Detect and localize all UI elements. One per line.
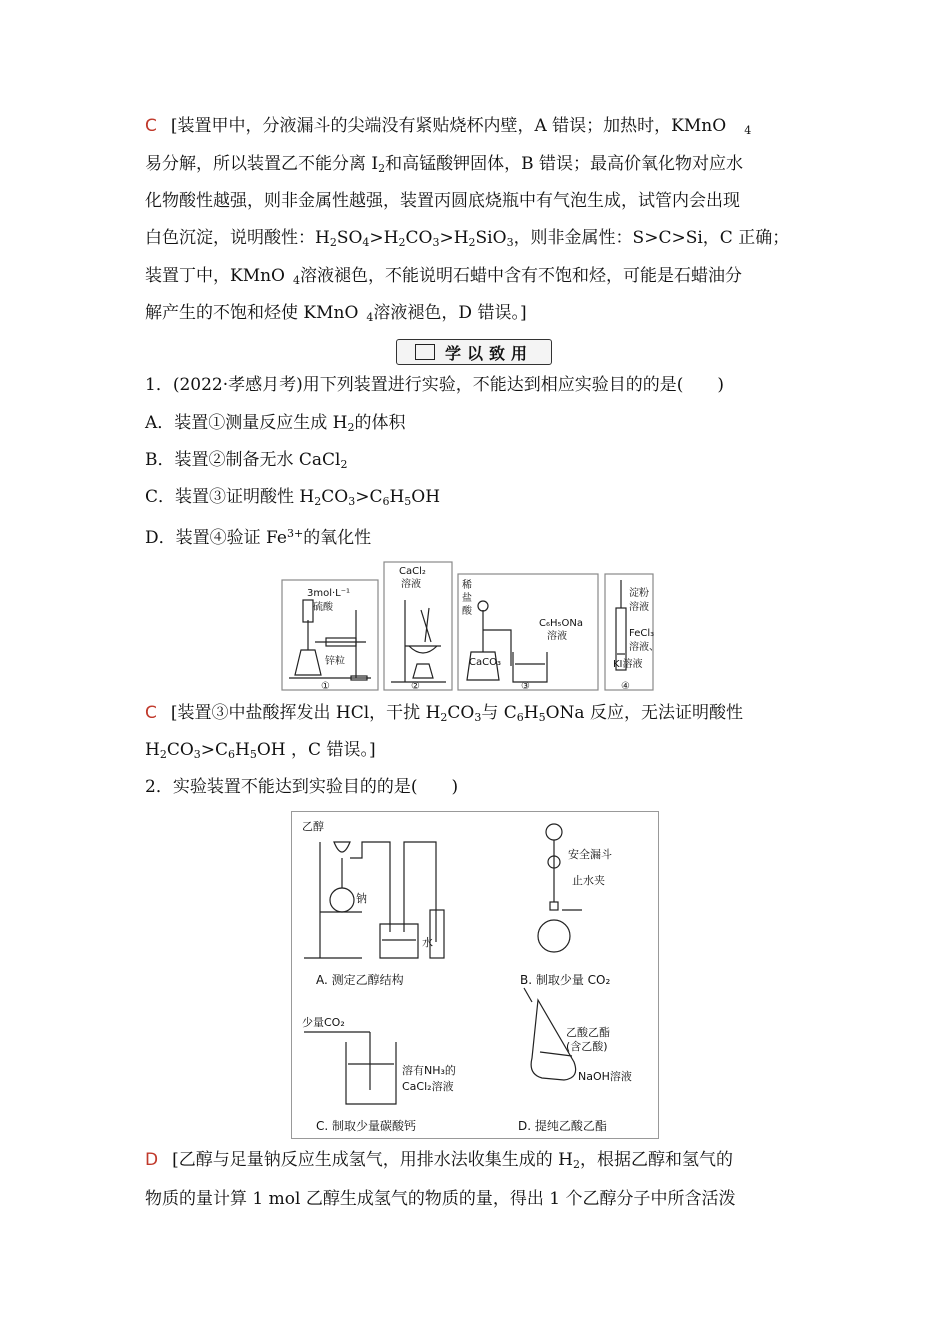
fig2-co2-label: 少量CO₂ — [302, 1016, 345, 1029]
fig2-caption-b: B. 制取少量 CO₂ — [520, 973, 611, 987]
fig1-panel-3-number: ③ — [521, 681, 530, 692]
section-banner: 学以致用 — [396, 339, 552, 365]
book-icon — [415, 344, 435, 360]
fig2-water-label: 水 — [422, 936, 433, 949]
apparatus-figure-2 — [291, 811, 659, 1139]
fig1-zn-label: 锌粒 — [325, 656, 345, 667]
fig1-panel-4-number: ④ — [621, 681, 630, 692]
explanation-1-line-3: 化物酸性越强，则非金属性越强，装置丙圆底烧瓶中有气泡生成，试管内会出现 — [145, 191, 740, 211]
fig2-funnel-label: 安全漏斗 — [568, 848, 612, 861]
fig2-ester-label-1: 乙酸乙酯 — [566, 1026, 610, 1039]
explanation-1-line-2: 易分解，所以装置乙不能分离 $I_2$和高锰酸钾固体，B 错误；最高价氧化物对应水 — [145, 154, 744, 175]
fig1-fecl3-label: FeCl₃ — [629, 628, 655, 639]
question-2-explanation-line-1: D [乙醇与足量钠反应生成氢气，用排水法收集生成的 $H_2$，根据乙醇和氢气的 — [145, 1150, 733, 1171]
fig1-cacl2-sol-label: 溶液 — [401, 579, 421, 590]
fig2-sodium-label: 钠 — [356, 892, 367, 905]
fig1-acid2-label: 硫酸 — [313, 602, 333, 613]
question-1-option-b: B．装置②制备无水 CaCl$_2$ — [145, 450, 348, 471]
fig2-clamp-label: 止水夹 — [572, 874, 605, 887]
fig1-hcl1-label: 盐 — [462, 593, 472, 604]
fig1-panel-2-number: ② — [411, 681, 420, 692]
fig1-phenolate-sol-label: 溶液 — [547, 631, 567, 642]
question-2-stem: 2．实验装置不能达到实验目的的是( ) — [145, 777, 459, 797]
fig2-caption-c: C. 制取少量碳酸钙 — [316, 1119, 417, 1133]
fig1-starch-label: 淀粉 — [629, 588, 649, 599]
fig1-cacl2-label: CaCl₂ — [399, 566, 426, 577]
fig1-fecl3-sol-label: 溶液、 — [629, 642, 659, 653]
question-2-explanation-line-2: 物质的量计算 1 mol 乙醇生成氢气的物质的量，得出 1 个乙醇分子中所含活泼 — [145, 1189, 736, 1209]
fig1-starch-sol-label: 溶液 — [629, 602, 649, 613]
question-1-explanation-line-2: $H_2CO_3>C_6H_5OH$ ，C 错误。] — [145, 740, 376, 761]
fig2-naoh-label: NaOH溶液 — [578, 1070, 632, 1083]
explanation-1-line-1: C [装置甲中，分液漏斗的尖端没有紧贴烧杯内壁，A 错误；加热时，KMnO $_4$ — [145, 116, 752, 137]
answer-letter: C — [145, 703, 157, 723]
question-1-stem: 1．(2022·孝感月考)用下列装置进行实验，不能达到相应实验目的的是( ) — [145, 375, 725, 395]
fig2-ethanol-label: 乙醇 — [302, 820, 324, 833]
fig1-hcl2-label: 酸 — [462, 606, 472, 617]
fig1-ki-label: KI溶液 — [613, 659, 643, 670]
question-1-option-c: C．装置③证明酸性 $H_2CO_3>C_6H_5OH$ — [145, 487, 441, 508]
question-1-option-d: D．装置④验证 $Fe^{3+}$的氧化性 — [145, 527, 372, 548]
fig1-dil-label: 稀 — [462, 580, 472, 591]
fig1-acid-label: 3mol·L⁻¹ — [307, 588, 351, 599]
question-1-option-a: A．装置①测量反应生成 $H_2$的体积 — [145, 413, 406, 434]
fig1-panel-1-number: ① — [321, 681, 330, 692]
fig2-caption-a: A. 测定乙醇结构 — [316, 973, 404, 987]
answer-letter: C — [145, 116, 157, 136]
fig2-nh3-label-1: 溶有NH₃的 — [402, 1064, 456, 1077]
fig2-ester-label-2: (含乙酸) — [566, 1040, 608, 1053]
fig1-phenolate-label: C₆H₅ONa — [539, 618, 583, 629]
explanation-1-line-4: 白色沉淀，说明酸性：$H_2SO_4>H_2CO_3>H_2SiO_3$，则非金属性：S>C>Si，C 正确； — [145, 228, 790, 249]
fig2-caption-d: D. 提纯乙酸乙酯 — [518, 1119, 607, 1133]
answer-letter: D — [145, 1150, 159, 1170]
explanation-1-line-6: 解产生的不饱和烃使 KMnO $_4$溶液褪色，D 错误。] — [145, 303, 527, 324]
explanation-1-line-5: 装置丁中，KMnO $_4$溶液褪色，不能说明石蜡中含有不饱和烃，可能是石蜡油分 — [145, 266, 742, 287]
question-1-explanation-line-1: C [装置③中盐酸挥发出 HCl，干扰 $H_2CO_3$与 $C_6H_5ONa$ 反应，无法证明酸性 — [145, 703, 743, 724]
fig2-nh3-label-2: CaCl₂溶液 — [402, 1080, 454, 1093]
fig1-caco3-label: CaCO₃ — [469, 657, 501, 668]
apparatus-figure-1 — [281, 560, 659, 692]
